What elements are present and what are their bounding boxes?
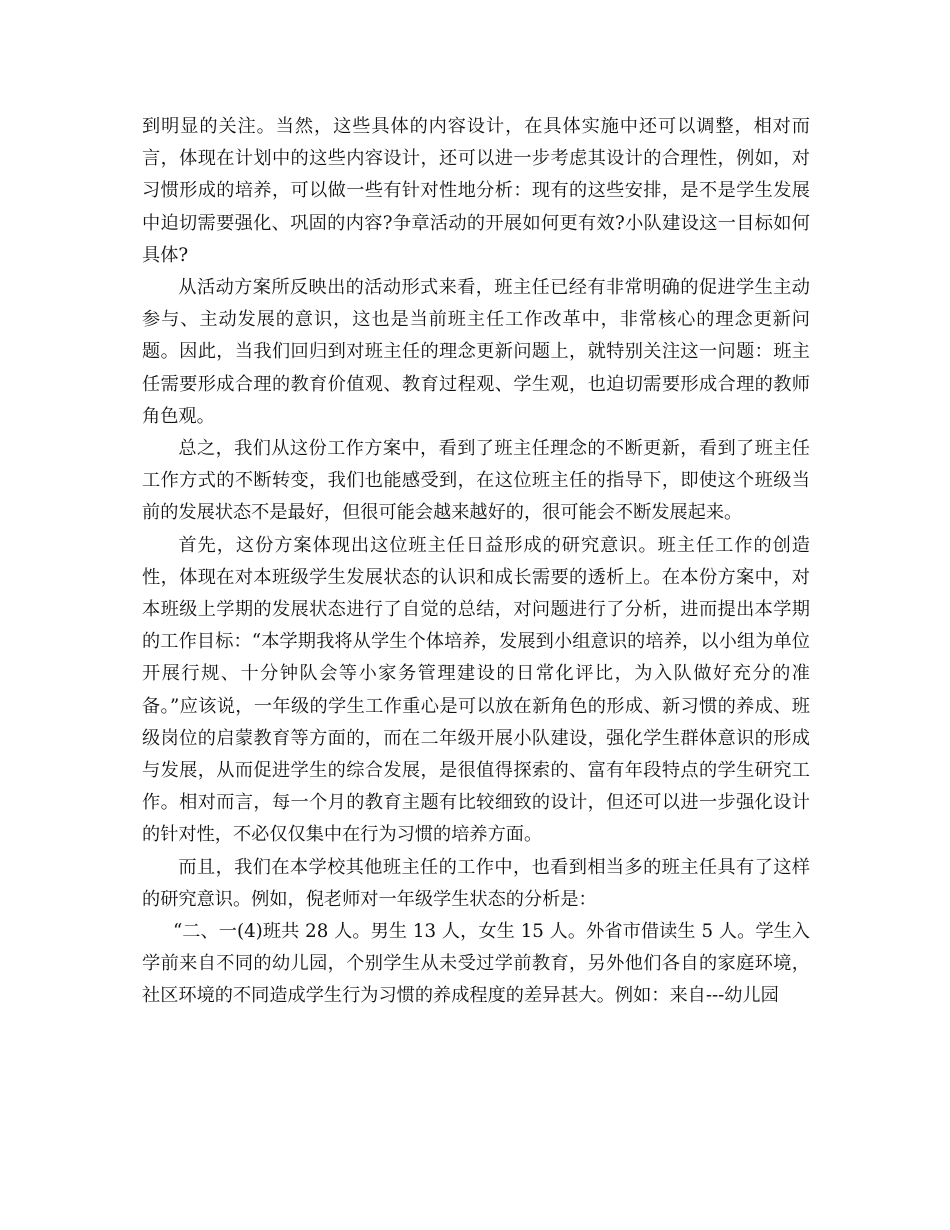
document-body: [142, 111, 810, 1013]
paragraph-continuation: 到明显的关注。当然，这些具体的内容设计，在具体实施中还可以调整，相对而言，体现在计划中的这些内容设计，还可以进一步考虑其设计的合理性，例如，对习惯形成的培养，可以做一些有针对性地分析：现有的这些安排，是不是学生发展中迫切需要强化、巩固的内容?争章活动的开展如何更有效?小队建设这一目标如何具体?: [142, 116, 810, 266]
paragraph-other-teachers: 而且，我们在本学校其他班主任的工作中，也看到相当多的班主任具有了这样的研究意识。例如，倪老师对一年级学生状态的分析是：: [142, 856, 810, 910]
paragraph-class-analysis-quote: “二、一(4)班共 28 人。男生 13 人，女生 15 人。外省市借读生 5 人。学生入学前来自不同的幼儿园，个别学生从未受过学前教育，另外他们各自的家庭环境，社区环境的不同造成学生行为习惯的养成程度的差异甚大。例如：来自---幼儿园: [142, 921, 810, 1007]
paragraph-activity-form: 从活动方案所反映出的活动形式来看，班主任已经有非常明确的促进学生主动参与、主动发展的意识，这也是当前班主任工作改革中，非常核心的理念更新问题。因此，当我们回归到对班主任的理念更新问题上，就特别关注这一问题：班主任需要形成合理的教育价值观、教育过程观、学生观，也迫切需要形成合理的教师角色观。: [142, 277, 810, 427]
paragraph-summary: 总之，我们从这份工作方案中，看到了班主任理念的不断更新，看到了班主任工作方式的不断转变，我们也能感受到，在这位班主任的指导下，即使这个班级当前的发展状态不是最好，但很可能会越来越好的，很可能会不断发展起来。: [142, 438, 810, 524]
paragraph-research-awareness: 首先，这份方案体现出这位班主任日益形成的研究意识。班主任工作的创造性，体现在对本班级学生发展状态的认识和成长需要的透析上。在本份方案中，对本班级上学期的发展状态进行了自觉的总结，对问题进行了分析，进而提出本学期的工作目标：“本学期我将从学生个体培养，发展到小组意识的培养，以小组为单位开展行规、十分钟队会等小家务管理建设的日常化评比，为入队做好充分的准备。”应该说，一年级的学生工作重心是可以放在新角色的形成、新习惯的养成、班级岗位的启蒙教育等方面的，而在二年级开展小队建设，强化学生群体意识的形成与发展，从而促进学生的综合发展，是很值得探索的、富有年段特点的学生研究工作。相对而言，每一个月的教育主题有比较细致的设计，但还可以进一步强化设计的针对性，不必仅仅集中在行为习惯的培养方面。: [142, 534, 810, 846]
